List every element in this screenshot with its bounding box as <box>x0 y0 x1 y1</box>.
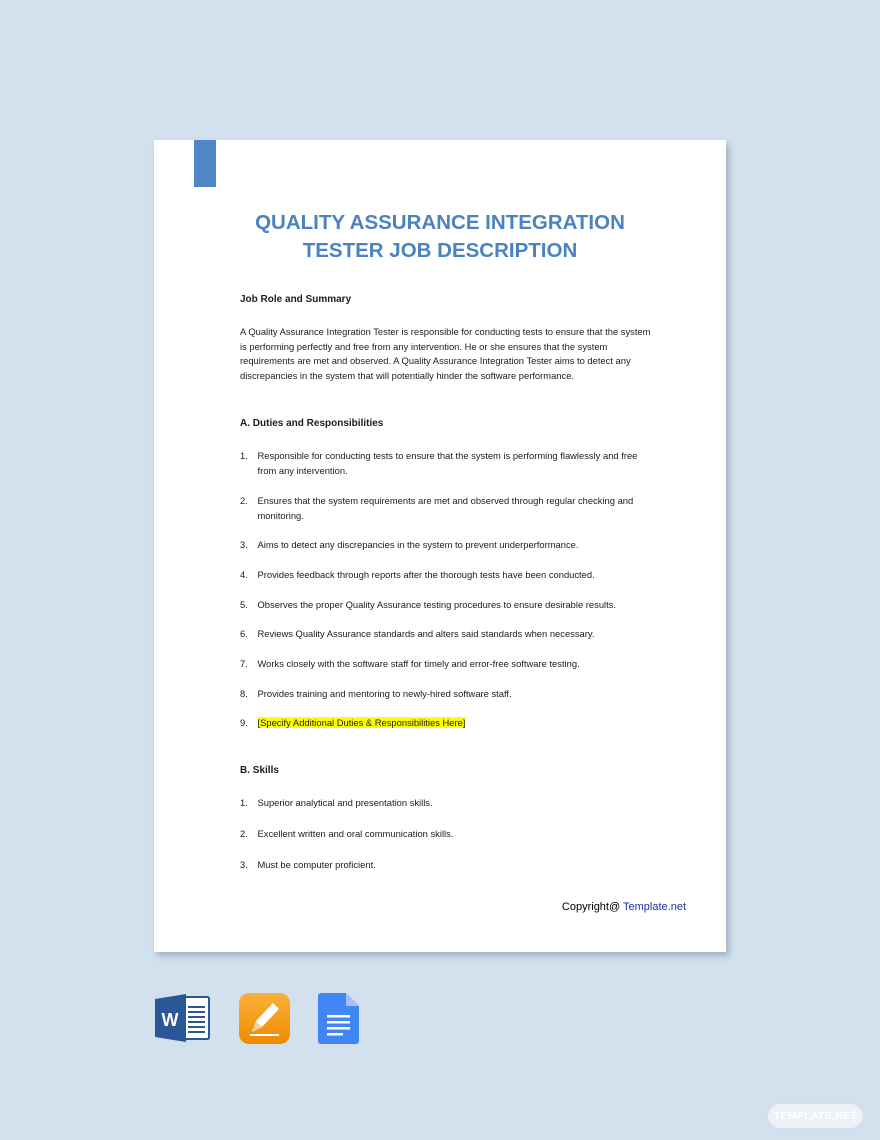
duty-text: Works closely with the software staff for timely and error-free software testing. <box>257 658 580 669</box>
svg-text:W: W <box>161 1010 179 1030</box>
duty-number: 1. <box>240 450 248 461</box>
template-net-watermark[interactable]: TEMPLATE.NET <box>768 1104 863 1128</box>
duty-number: 3. <box>240 539 248 550</box>
duty-text: Ensures that the system requirements are met and observed through regular checking and <box>257 495 634 506</box>
duty-number: 6. <box>240 628 248 639</box>
pages-icon[interactable] <box>239 993 290 1049</box>
google-docs-icon[interactable] <box>318 993 359 1049</box>
skill-text: Excellent written and oral communication skills. <box>257 828 454 839</box>
summary-line: discrepancies in the system that will potentially hinder the software performance. <box>240 369 575 381</box>
skill-number: 3. <box>240 859 248 870</box>
accent-tab <box>194 140 216 187</box>
duty-number: 9. <box>240 717 248 728</box>
skill-text: Superior analytical and presentation skills. <box>257 797 433 808</box>
duty-number: 2. <box>240 495 248 506</box>
duty-text: Provides training and mentoring to newly-hired software staff. <box>257 688 512 699</box>
duties-heading: A. Duties and Responsibilities <box>240 418 384 429</box>
duty-number: 7. <box>240 658 248 669</box>
summary-line: is performing perfectly and free from any intervention. He or she ensures that the system <box>240 340 608 352</box>
skills-heading: B. Skills <box>240 765 279 776</box>
summary-line: requirements are met and observed. A Quality Assurance Integration Tester aims to detect any <box>240 355 631 367</box>
copyright-prefix: Copyright@ <box>561 901 624 913</box>
skill-number: 2. <box>240 828 248 839</box>
summary-heading: Job Role and Summary <box>240 294 352 305</box>
placeholder-highlight[interactable]: [Specify Additional Duties & Responsibilities Here] <box>257 717 466 728</box>
skill-text: Must be computer proficient. <box>257 859 376 870</box>
duty-text: Aims to detect any discrepancies in the system to prevent underperformance. <box>257 539 579 550</box>
duty-text: Provides feedback through reports after the thorough tests have been conducted. <box>257 569 595 580</box>
document-page <box>154 140 726 952</box>
duty-text: Reviews Quality Assurance standards and alters said standards when necessary. <box>257 628 595 639</box>
microsoft-word-icon[interactable] <box>155 993 211 1048</box>
duty-text: Observes the proper Quality Assurance testing procedures to ensure desirable results. <box>257 599 617 610</box>
duty-text: from any intervention. <box>257 464 348 476</box>
duty-text: monitoring. <box>257 509 304 521</box>
title-line-1: QUALITY ASSURANCE INTEGRATION <box>255 211 625 234</box>
duty-number: 4. <box>240 569 248 580</box>
skill-number: 1. <box>240 797 248 808</box>
title-line-2: TESTER JOB DESCRIPTION <box>302 239 578 262</box>
document-title <box>154 209 726 265</box>
copyright-link[interactable]: Template.net <box>623 901 686 913</box>
duty-number: 8. <box>240 688 248 699</box>
copyright-notice <box>562 901 686 913</box>
duty-text: Responsible for conducting tests to ensure that the system is performing flawlessly and free <box>257 450 638 461</box>
duty-number: 5. <box>240 599 248 610</box>
summary-paragraph <box>240 325 690 383</box>
summary-line: A Quality Assurance Integration Tester is responsible for conducting tests to ensure that the system <box>240 326 651 337</box>
